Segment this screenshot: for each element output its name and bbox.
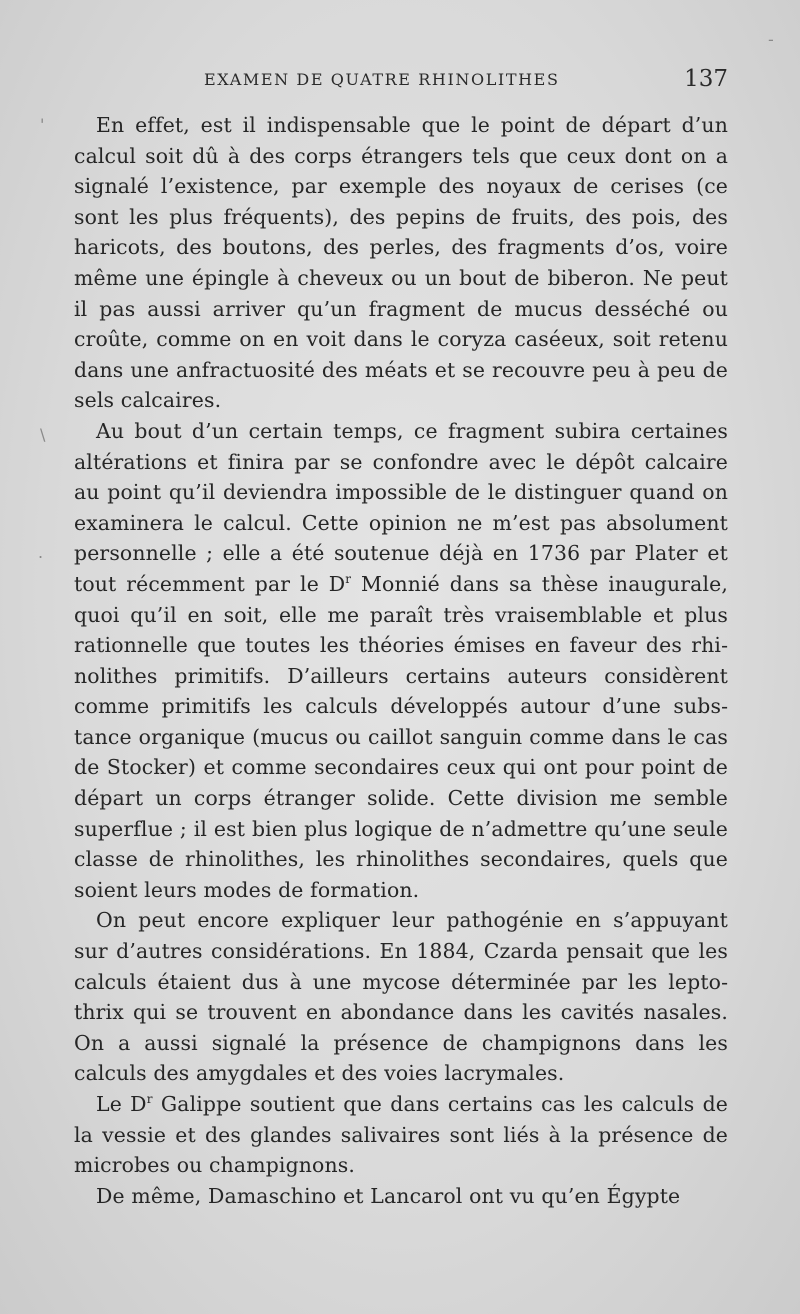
margin-speck: . xyxy=(38,543,44,562)
running-head xyxy=(70,66,728,96)
paragraph-4-text: Le D xyxy=(96,1092,147,1116)
margin-speck: \ xyxy=(40,425,46,444)
paragraph-1-text: En effet, est il indispensable que le point de départ d’un calcul soit dû à des corps étrangers tels que ceux dont on a signalé l’existence, par exemple des noyaux de cerises (ce sont les plus fréquents), des pepins de fruits, des pois, des haricots, des boutons, des perles, des fragments d’os, voire même une épingle à cheveux ou un bout de biberon. Ne peut il pas aussi arriver qu’un fragment de mucus desséché ou croûte, comme on en voit dans le coryza caséeux, soit retenu dans une anfractuosité des méats et se recouvre peu à peu de sels calcaires. xyxy=(74,113,728,413)
page-number: 137 xyxy=(684,66,728,92)
doctor-abbrev-superscript: r xyxy=(146,1092,153,1106)
margin-speck: ' xyxy=(40,115,45,134)
doctor-abbrev-superscript: r xyxy=(345,571,352,586)
paragraph-1 xyxy=(74,110,728,416)
paragraph-5-text: De même, Damaschino et Lancarol ont vu qu’en Égypte xyxy=(96,1183,681,1208)
paragraph-3-text: On peut encore expliquer leur pathogénie en s’appuyant sur d’autres considérations. En 1884, Czarda pensait que les calculs étaient dus à une mycose déterminée par les leptothrix qui se trouvent en abondance dans les cavités nasales. On a aussi signalé la présence de champignons dans les calculs des amygdales et des voies lacrymales. xyxy=(74,908,728,1086)
paragraph-3 xyxy=(74,905,728,1089)
paragraph-5 xyxy=(74,1181,728,1212)
paragraph-4-text-cont: Galippe soutient que dans certains cas les calculs de la vessie et des glandes salivaires sont liés à la présence de microbes ou champignons. xyxy=(74,1092,728,1178)
body-text xyxy=(74,110,728,1211)
margin-speck: - xyxy=(768,30,774,49)
paragraph-2 xyxy=(74,416,728,906)
running-title: EXAMEN DE QUATRE RHINOLITHES xyxy=(204,70,560,89)
paragraph-2-text: Au bout d’un certain temps, ce fragment subira certaines altérations et finira par se confondre avec le dépôt calcaire au point qu’il deviendra impossible de le distinguer quand on examinera le calcul. Cette opinion ne m’est pas absolument personnelle ; elle a été soutenue déjà en 1736 par Plater et tout récemment par le D xyxy=(74,418,728,596)
paragraph-4 xyxy=(74,1089,728,1181)
paragraph-2-text-cont: Monnié dans sa thèse inaugurale, quoi qu’il en soit, elle me paraît très vraisemblable et plus rationnelle que toutes les théories émises en faveur des rhinolithes primitifs. D’ailleurs certains auteurs considèrent comme primitifs les calculs développés autour d’une substance organique (mucus ou caillot sanguin comme dans le cas de Stocker) et comme secondaires ceux qui ont pour point de départ un corps étranger solide. Cette division me semble superflue ; il est bien plus logique de n’admettre qu’une seule classe de rhinolithes, les rhinolithes secondaires, quels que soient leurs modes de formation. xyxy=(74,571,729,902)
